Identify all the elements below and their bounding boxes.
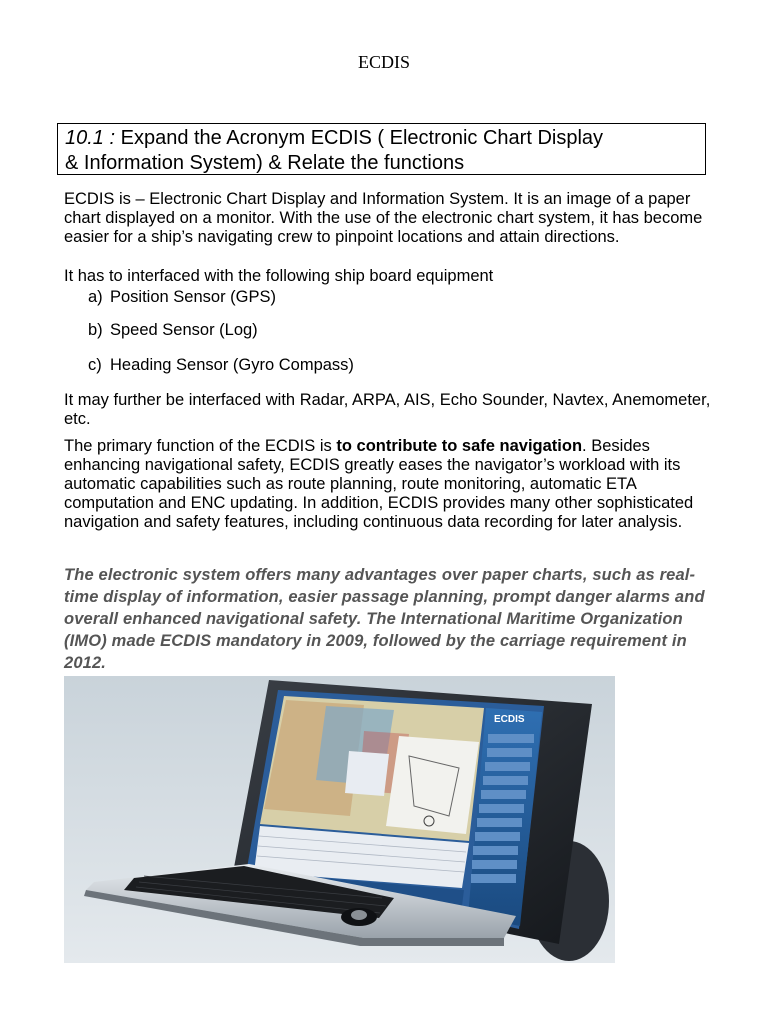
definition-paragraph: ECDIS is – Electronic Chart Display and Information System. It is an image of a paper chart displayed on a monitor. With the use of the electronic chart system, it has become easier for a ship’s navigating crew to pinpoint locations and attain directions. (64, 190, 703, 246)
list-item-text: Speed Sensor (Log) (110, 321, 258, 339)
chart-window (386, 736, 479, 834)
list-marker: a) (88, 288, 103, 306)
page-header: ECDIS (357, 52, 410, 72)
interface-intro: It has to interfaced with the following ship board equipment (64, 267, 494, 285)
list-item (88, 288, 276, 307)
ecdis-console-photo (64, 676, 615, 963)
list-item-text: Position Sensor (GPS) (110, 288, 276, 306)
list-marker: c) (88, 356, 102, 374)
function-suffix: . Besides enhancing navigational safety, ECDIS greatly eases the navigator’s workload with its automatic capabilities such as route planning, route monitoring, automatic ETA computation and ENC updating. In addition, ECDIS provides many other sophisticated navigation and safety features, including continuous data recording for later analysis. (64, 437, 694, 531)
function-emphasis: to contribute to safe navigation (336, 437, 583, 455)
question-text-line1: Expand the Acronym ECDIS ( Electronic Chart Display (120, 127, 604, 149)
list-item (88, 321, 258, 340)
list-item-text: Heading Sensor (Gyro Compass) (110, 356, 354, 374)
function-paragraph (64, 437, 724, 532)
question-box (57, 123, 706, 175)
list-marker: b) (88, 321, 103, 339)
dialog-box (345, 751, 389, 796)
question-number: 10.1 : (65, 127, 116, 149)
advantages-paragraph: The electronic system offers many advantages over paper charts, such as real-time display of information, easier passage planning, prompt danger alarms and overall enhanced navigational safety. The International Maritime Organization (IMO) made ECDIS mandatory in 2009, followed by the carriage requirement in 2012. (64, 566, 705, 672)
function-prefix: The primary function of the ECDIS is (64, 437, 337, 455)
screen-logo: ECDIS (494, 714, 525, 725)
list-item (88, 356, 354, 375)
question-text-line2: & Information System) & Relate the functions (65, 152, 465, 174)
interfaces-paragraph: It may further be interfaced with Radar, ARPA, AIS, Echo Sounder, Navtex, Anemometer, etc. (64, 391, 711, 428)
